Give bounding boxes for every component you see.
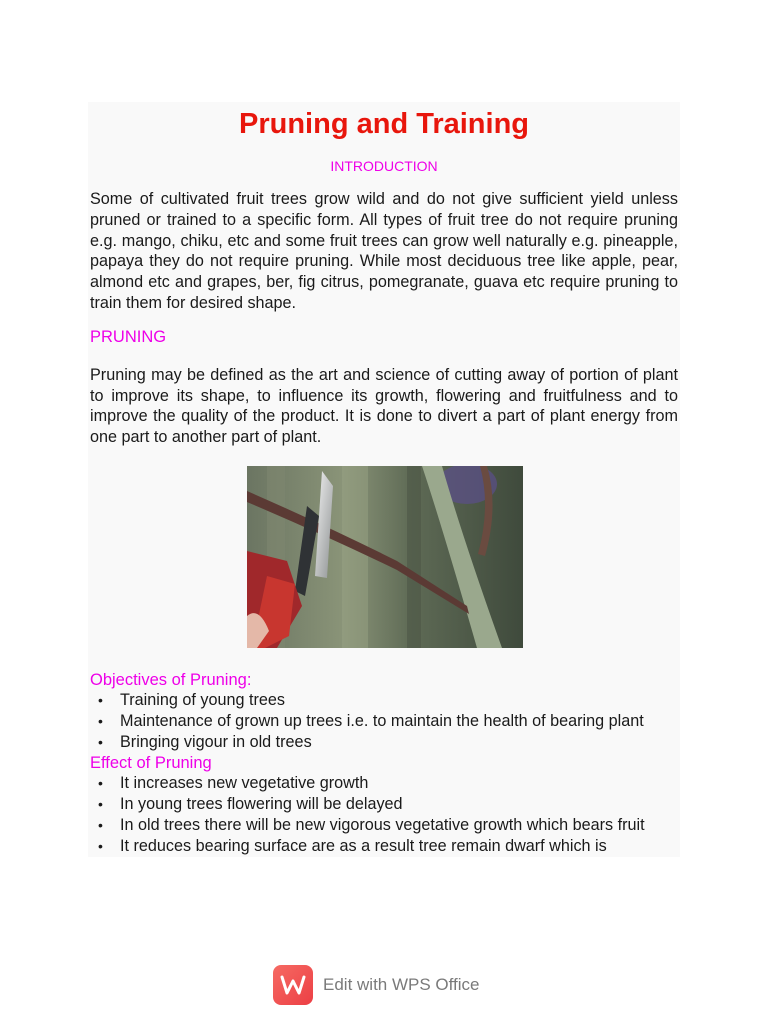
- list-item: [88, 794, 662, 815]
- section-subtitle-introduction: INTRODUCTION: [330, 158, 438, 174]
- bullet-glyph: •: [98, 775, 103, 792]
- list-item-text: Maintenance of grown up trees i.e. to maintain the health of bearing plant: [120, 711, 644, 730]
- bullet-glyph: •: [98, 733, 103, 750]
- list-item: [88, 732, 662, 753]
- list-item-text: It increases new vegetative growth: [120, 774, 369, 793]
- list-item: [88, 711, 662, 732]
- list-item-text: In old trees there will be new vigorous vegetative growth which bears fruit: [120, 815, 645, 834]
- effects-list: [88, 773, 662, 856]
- document-title: Pruning and Training: [239, 108, 529, 140]
- bullet-glyph: •: [98, 816, 103, 833]
- heading-objectives: Objectives of Pruning:: [90, 670, 252, 689]
- intro-paragraph: Some of cultivated fruit trees grow wild and do not give sufficient yield unless pruned or trained to a specific form. All types of fruit tree do not require pruning e.g. mango, chiku, etc and some fruit trees can grow well naturally e.g. pineapple, papaya they do not require pruning. While most deciduous tree like apple, pear, almond etc and grapes, ber, fig citrus, pomegranate, guava etc require pruning to train them for desired shape.: [90, 190, 678, 312]
- bullet-glyph: •: [98, 837, 103, 854]
- list-item: [88, 815, 662, 836]
- heading-pruning: PRUNING: [90, 327, 167, 346]
- list-item-text: In young trees flowering will be delayed: [120, 795, 403, 814]
- list-item-text: Bringing vigour in old trees: [120, 732, 312, 751]
- pruning-shears-illustration: [247, 466, 523, 648]
- bullet-glyph: •: [98, 712, 103, 729]
- bullet-glyph: •: [98, 691, 103, 708]
- bullet-glyph: •: [98, 796, 103, 813]
- list-item-text: Training of young trees: [120, 690, 285, 709]
- list-item: [88, 690, 662, 711]
- document-page: [88, 102, 680, 857]
- list-item: [88, 836, 662, 857]
- pruning-photo: [247, 466, 523, 648]
- wps-watermark-text: Edit with WPS Office: [323, 975, 480, 994]
- list-item-text: It reduces bearing surface are as a result tree remain dwarf which is: [120, 836, 607, 855]
- pruning-paragraph: Pruning may be defined as the art and science of cutting away of portion of plant to improve its shape, to influence its growth, flowering and fruitfulness and to improve the quality of the product. It is done to divert a part of plant energy from one part to another part of plant.: [90, 365, 678, 447]
- objectives-list: [88, 690, 662, 752]
- heading-effect: Effect of Pruning: [90, 754, 212, 773]
- list-item: [88, 773, 662, 794]
- wps-office-watermark[interactable]: [273, 965, 480, 1005]
- wps-office-icon: [273, 965, 313, 1005]
